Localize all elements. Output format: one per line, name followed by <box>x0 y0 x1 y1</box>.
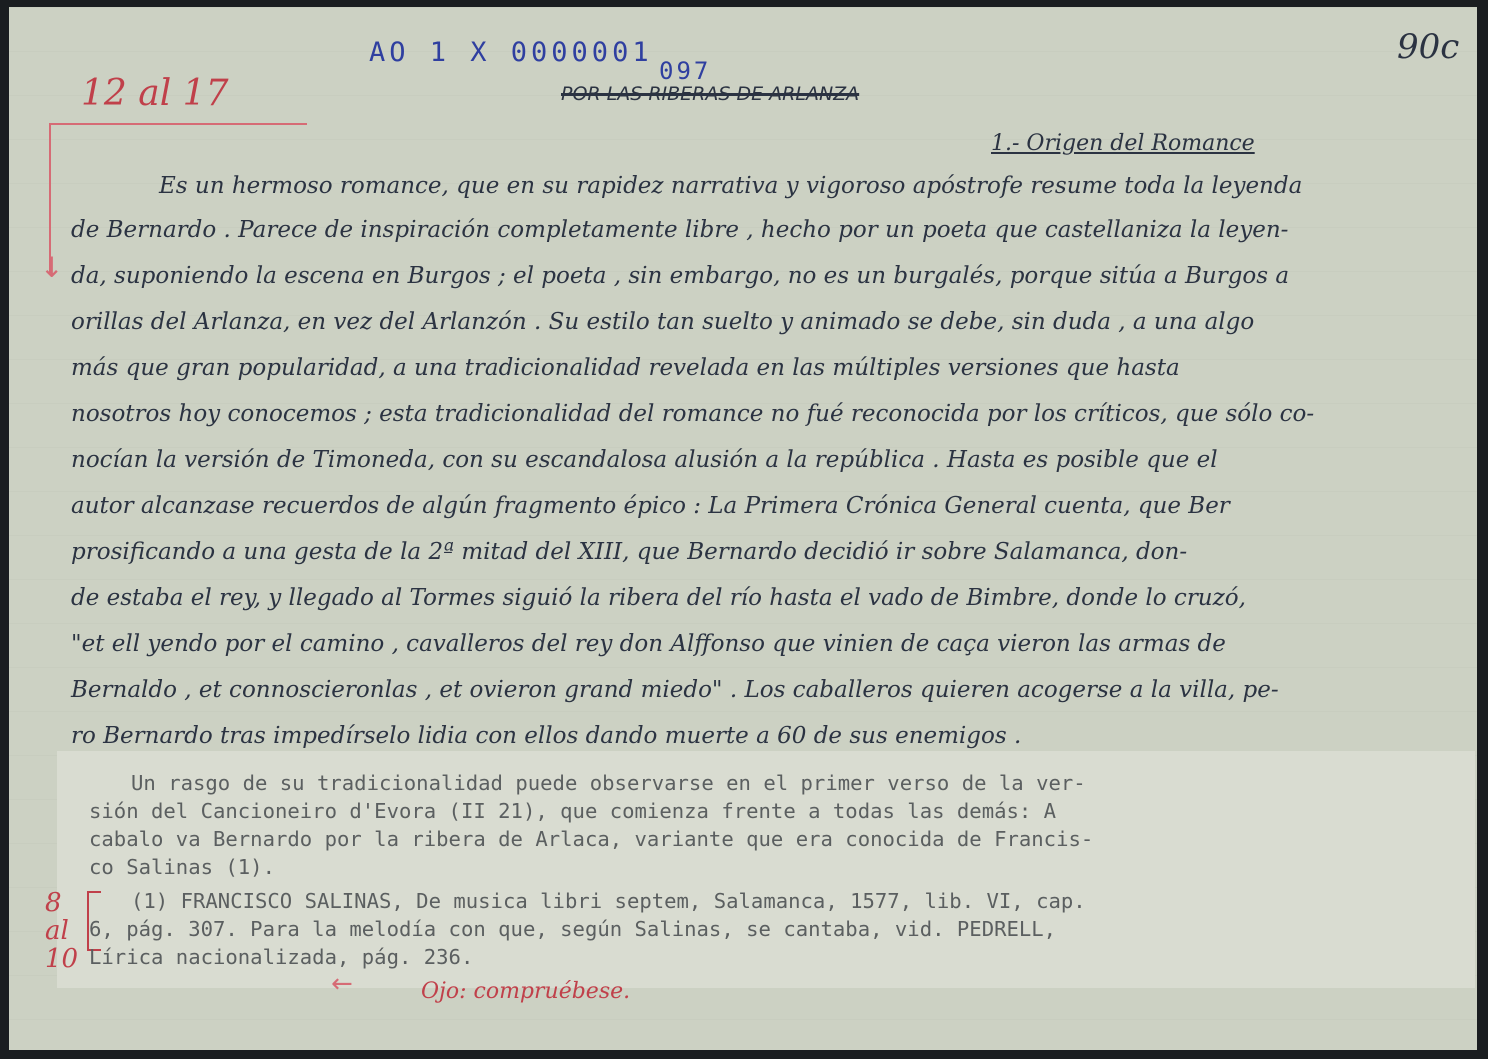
body-line: da, suponiendo la escena en Burgos ; el poeta , sin embargo, no es un burgalés, porque sitúa a Burgos a <box>71 263 1290 289</box>
footnote-range-note: 8 al 10 <box>45 888 79 974</box>
body-line: nosotros hoy conocemos ; esta tradicionalidad del romance no fué reconocida por los críticos, que sólo co- <box>71 401 1315 427</box>
body-line: de estaba el rey, y llegado al Tormes siguió la ribera del río hasta el vado de Bimbre, donde lo cruzó, <box>71 585 1246 611</box>
check-note: Ojo: compruébese. <box>421 979 631 1004</box>
footnote-line: (1) FRANCISCO SALINAS, De musica libri septem, Salamanca, 1577, lib. VI, cap. <box>131 889 1086 913</box>
typed-line: Un rasgo de su tradicionalidad puede observarse en el primer verso de la ver- <box>131 771 1086 795</box>
footnote-line: 6, pág. 307. Para la melodía con que, según Salinas, se cantaba, vid. PEDRELL, <box>89 917 1057 941</box>
archive-stamp-id: AO 1 X 0000001 <box>369 37 653 68</box>
left-arrow-icon: ← <box>331 969 353 999</box>
range-note: 12 al 17 <box>81 73 229 114</box>
section-heading: 1.- Origen del Romance <box>991 131 1255 156</box>
struck-title: POR LAS RIBERAS DE ARLANZA <box>561 83 860 105</box>
footnote-line: Lírica nacionalizada, pág. 236. <box>89 945 474 969</box>
body-line: Es un hermoso romance, que en su rapidez narrativa y vigoroso apóstrofe resume toda la leyenda <box>159 173 1303 199</box>
archive-stamp-suffix: 097 <box>659 57 712 85</box>
margin-bracket-top <box>49 123 307 125</box>
body-line: de Bernardo . Parece de inspiración completamente libre , hecho por un poeta que castellaniza la leyen- <box>71 217 1289 243</box>
typed-line: cabalo va Bernardo por la ribera de Arlaca, variante que era conocida de Francis- <box>89 827 1094 851</box>
body-line: ro Bernardo tras impedírselo lidia con ellos dando muerte a 60 de sus enemigos . <box>71 723 1022 749</box>
typed-line: sión del Cancioneiro d'Evora (II 21), que comienza frente a todas las demás: A <box>89 799 1057 823</box>
page-number: 90c <box>1397 27 1460 67</box>
typed-line: co Salinas (1). <box>89 855 275 879</box>
manuscript-page <box>9 7 1477 1050</box>
body-line: "et ell yendo por el camino , cavalleros del rey don Alffonso que vinien de caça vieron las armas de <box>71 631 1226 657</box>
body-line: Bernaldo , et connoscieronlas , et ovieron grand miedo" . Los caballeros quieren acogerse a la villa, pe- <box>71 677 1279 703</box>
body-line: nocían la versión de Timoneda, con su escandalosa alusión a la república . Hasta es posible que el <box>71 447 1218 473</box>
body-line: más que gran popularidad, a una tradicionalidad revelada en las múltiples versiones que hasta <box>71 355 1180 381</box>
body-line: prosificando a una gesta de la 2ª mitad del XIII, que Bernardo decidió ir sobre Salamanca, don- <box>71 539 1188 565</box>
down-arrow-icon: ↓ <box>40 251 64 284</box>
body-line: autor alcanzase recuerdos de algún fragmento épico : La Primera Crónica General cuenta, que Ber <box>71 493 1230 519</box>
body-line: orillas del Arlanza, en vez del Arlanzón . Su estilo tan suelto y animado se debe, sin duda , a una algo <box>71 309 1255 335</box>
